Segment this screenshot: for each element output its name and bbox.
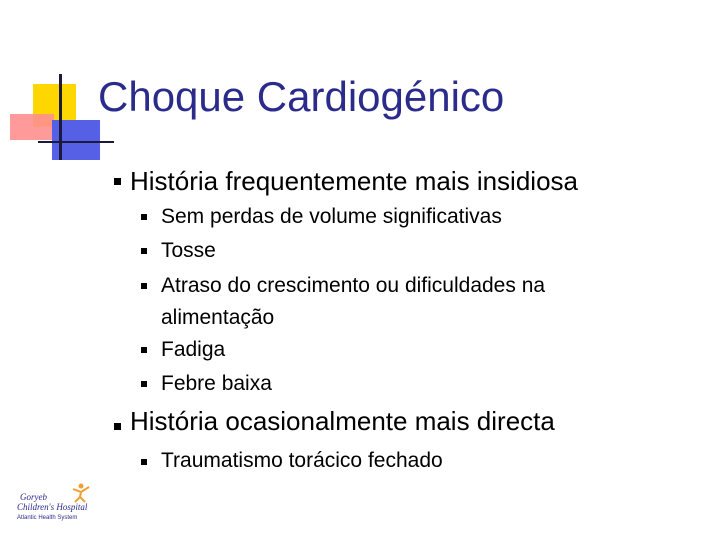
logo-line-2: Children's Hospital: [17, 502, 88, 512]
child-figure-icon: [70, 483, 92, 503]
square-bullet-icon: [141, 381, 147, 387]
title-deco-vertical-line: [59, 74, 62, 160]
slide-title: Choque Cardiogénico: [98, 73, 505, 120]
sub-bullet-1-4-text: Fadiga: [161, 338, 226, 361]
square-bullet-icon: [141, 214, 147, 220]
sub-bullet-1-1-text: Sem perdas de volume significativas: [161, 205, 502, 228]
title-deco-horizontal-line: [38, 141, 114, 143]
square-bullet-icon: [141, 459, 147, 465]
sub-bullet-1-3-text: Atraso do crescimento ou dificuldades na alimentação: [161, 274, 546, 329]
sub-bullet-1-2-text: Tosse: [161, 239, 216, 262]
square-bullet-icon: [141, 347, 147, 353]
bullet-1-text: História frequentemente mais insidiosa: [130, 166, 578, 196]
square-bullet-icon: [141, 283, 147, 289]
title-deco-red-bar: [10, 114, 54, 140]
sub-bullet-2-1-text: Traumatismo torácico fechado: [161, 449, 443, 472]
square-bullet-icon: [114, 178, 121, 185]
square-bullet-icon: [114, 423, 121, 430]
sub-bullet-1-5-text: Febre baixa: [161, 372, 272, 395]
bullet-2-text: História ocasionalmente mais directa: [130, 406, 555, 436]
logo-line-1: Goryeb: [20, 492, 47, 502]
square-bullet-icon: [141, 248, 147, 254]
logo-line-3: Atlantic Health System: [17, 515, 78, 521]
hospital-logo: [14, 483, 96, 523]
